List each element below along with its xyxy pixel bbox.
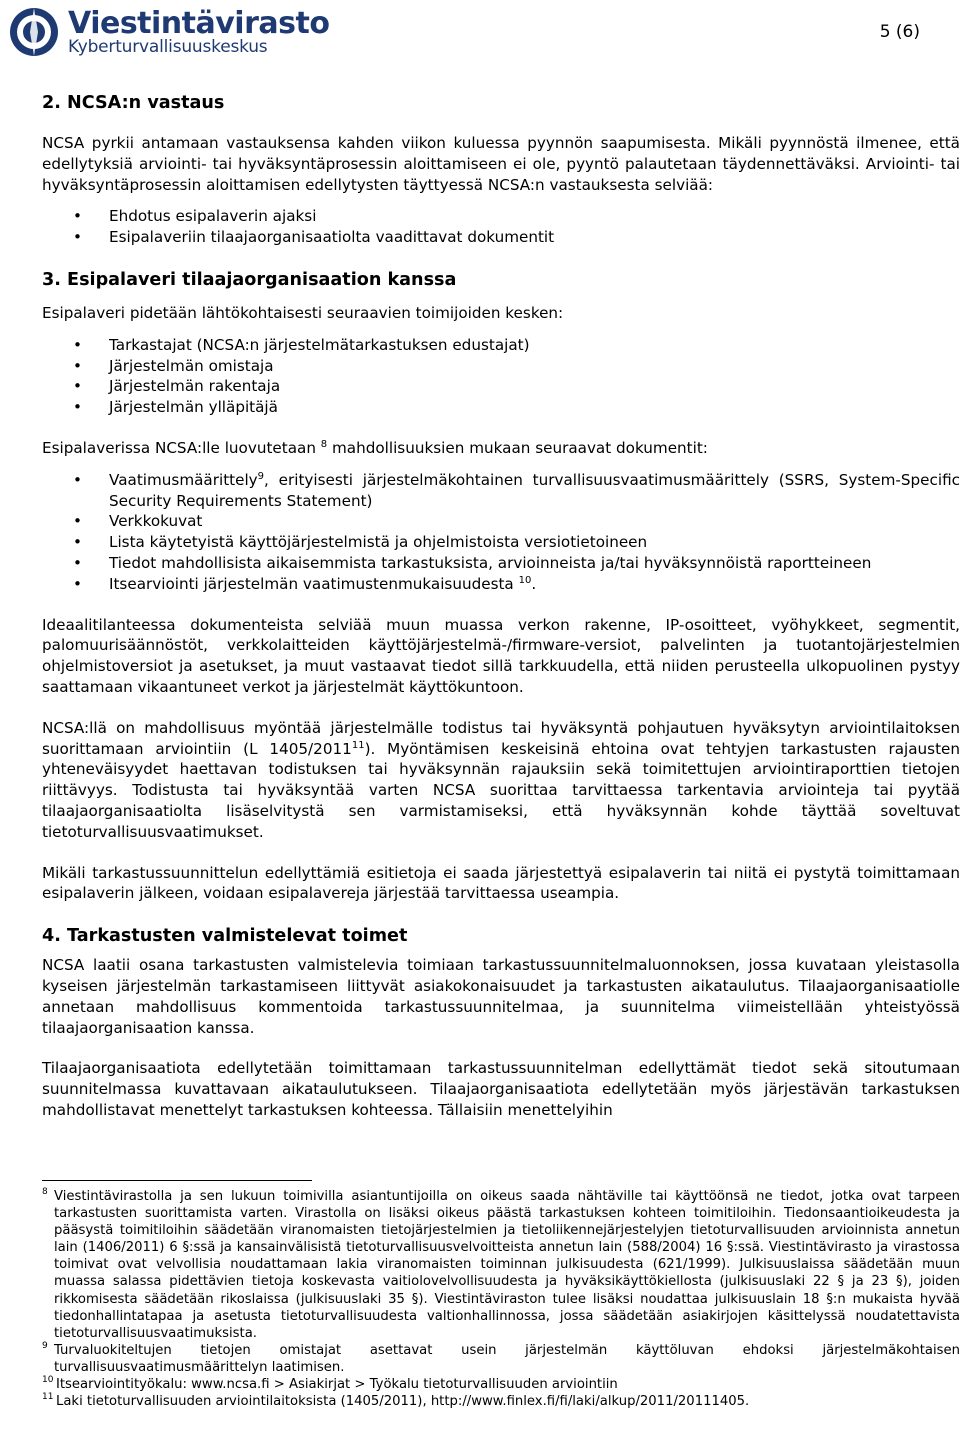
footnote-ref-8: 8	[320, 438, 328, 450]
agency-logo	[8, 6, 330, 57]
footnotes	[42, 1188, 960, 1410]
list-item: • Ehdotus esipalaverin ajaksi	[42, 206, 960, 227]
footnote-8: 8 Viestintävirastolla ja sen lukuun toimivilla asiantuntijoilla on oikeus saada nähtäville tai käyttöönsä ne tiedot, jotka ovat tarpeen tarkastusten suorittamista varten. Virastolla on lisäksi oikeus päästä tarkastuksen kohteen toimitiloihin. Tiedonsaantioikeudesta ja pääsystä toimitiloihin säädetään viranomaisten tietojärjestelmien ja tietoliikennejärjestelyjen tietoturvallisuuden arvioinnista annetun lain (1406/2011) 6 §:ssä ja kansainvälisistä tietoturvallisuusvelvoitteista annetun lain (588/2004) 16 §:ssä. Viestintävirasto ja virastossa toimivat ovat velvollisia noudattamaan lakia viranomaisten toiminnan julkisuudesta (621/1999). Julkisuuslaissa säädetään muun muassa salassa pidettävien tietoja koskevasta vaitiolovelvollisuudesta ja hyväksikäyttökiellosta (julkisuuslaki 22 § ja 23 §), joiden rikkomisesta säädetään rikoslaissa (julkisuuslaki 35 §). Viestintäviraston tulee lisäksi noudattaa julkisuuslain 18 §:n mukaista hyvää tiedonhallintatapaa ja asetusta tietoturvallisuudesta valtionhallinnossa, jossa säädetään asiakirjojen käsittelyssä noudatettavista tietoturvallisuusvaatimuksista.	[42, 1187, 960, 1341]
list-item: • Itsearviointi järjestelmän vaatimustenmukaisuudesta $^{10}$.	[42, 574, 960, 595]
section-4-paragraph-2: Tilaajaorganisaatiota edellytetään toimittamaan tarkastussuunnitelman edellyttämät tiedot sekä sitoutumaan suunnitelmassa kuvattavaan aikataulutukseen. Tilaajaorganisaatiota edellytetään myös järjestävän tarkastuksen mahdollistavat menettelyt tarkastuksen kohteessa. Tällaisiin menettelyihin	[42, 1059, 960, 1119]
agency-emblem-icon	[8, 6, 60, 58]
footnote-ref-10: 10	[518, 574, 532, 586]
section-3-paragraph-1: Esipalaveri pidetään lähtökohtaisesti seuraavien toimijoiden kesken:	[42, 303, 564, 322]
section-3-paragraph-3: Ideaalitilanteessa dokumenteista selviää muun muassa verkon rakenne, IP-osoitteet, vyöhykkeet, segmentit, palomuurisäännöstöt, verkkolaitteiden käyttöjärjestelmä-/firmware-versiot, palvelinten ja tuotantojärjestelmien ohjelmistoversiot ja asetukset, ja muut vastaavat tiedot sillä tarkkuudella, että niiden perusteella ulkopuolinen pystyy saattamaan vikaantuneet verkot ja järjestelmät käyttökuntoon.	[42, 615, 960, 696]
list-item: • Järjestelmän rakentaja	[42, 376, 960, 397]
documents-list	[42, 470, 960, 595]
footnote-9: 9 Turvaluokiteltujen tietojen omistajat asettavat usein järjestelmän käyttöluvan ehdoksi järjestelmäkohtaisen turvallisuusvaatimusmäärittelyn laatimisen.	[42, 1340, 960, 1375]
page-number: 5 (6)	[879, 22, 920, 42]
section-2-paragraph: NCSA pyrkii antamaan vastauksensa kahden viikon kuluessa pyynnön saapumisesta. Mikäli pyynnöstä ilmenee, että edellytyksiä arviointi- tai hyväksyntäprosessin aloittamiseen ei ole, pyyntö palautetaan täydennettäväksi. Arviointi- tai hyväksyntäprosessin aloittamisen edellytysten täyttyessä NCSA:n vastauksesta selviää:	[42, 134, 960, 194]
section-4-paragraph-1: NCSA laatii osana tarkastusten valmistelevia toimiaan tarkastussuunnitelmaluonnoksen, jossa kuvataan yleistasolla kyseisen järjestelmän tarkastamiseen liittyvät asiakokonaisuudet ja tarkastusten aikataulutus. Tilaajaorganisaatiolle annetaan mahdollisuus kommentoida tarkastussuunnitelmaa, ja suunnitelma viimeistellään yhteistyössä tilaajaorganisaation kanssa.	[42, 956, 960, 1037]
list-item: • Esipalaveriin tilaajaorganisaatiolta vaadittavat dokumentit	[42, 227, 960, 248]
list-item: • Järjestelmän ylläpitäjä	[42, 397, 960, 418]
list-item: • Vaatimusmäärittely$^9$, erityisesti järjestelmäkohtainen turvallisuusvaatimusmäärittely (SSRS, System-Specific Security Requirements Statement)	[42, 470, 960, 512]
footnote-separator	[42, 1180, 312, 1181]
footnote-10: 10 Itsearviointityökalu: www.ncsa.fi > Asiakirjat > Työkalu tietoturvallisuuden arviointiin	[42, 1375, 618, 1393]
logo-subtitle: Kyberturvallisuuskeskus	[68, 37, 268, 57]
footnote-ref-9: 9	[257, 470, 265, 482]
list-item: • Tiedot mahdollisista aikaisemmista tarkastuksista, arvioinneista ja/tai hyväksynnöistä raportteineen	[42, 553, 960, 574]
participants-list	[42, 335, 960, 418]
list-item: • Lista käytetyistä käyttöjärjestelmistä ja ohjelmistoista versiotietoineen	[42, 532, 960, 553]
list-item: • Tarkastajat (NCSA:n järjestelmätarkastuksen edustajat)	[42, 335, 960, 356]
list-item: • Verkkokuvat	[42, 511, 960, 532]
section-3-paragraph-5: Mikäli tarkastussuunnittelun edellyttämiä esitietoja ei saada järjestettyä esipalaverin tai niitä ei pystytä toimittamaan esipalaverin jälkeen, voidaan esipalavereja järjestää tarvittaessa useampia.	[42, 863, 960, 903]
footnote-ref-11: 11	[351, 739, 365, 751]
section-2-list	[42, 206, 960, 248]
logo-title: Viestintävirasto	[68, 6, 330, 41]
section-3-heading: 3. Esipalaveri tilaajaorganisaation kanssa	[42, 269, 457, 290]
section-3-paragraph-4: NCSA:llä on mahdollisuus myöntää järjestelmälle todistus tai hyväksyntä pohjautuen hyväksytyn arviointilaitoksen suorittamaan arviointiin (L 1405/2011$^{11}$). Myöntämisen keskeisinä ehtoina ovat tehtyjen tarkastusten rajausten yhteneväisyydet haettavan todistuksen tai hyväksynnän rajauksiin sekä toimitettujen arviointiraporttien tietojen riittävyys. Todistusta tai hyväksyntää varten NCSA suorittaa tarvittaessa tarkentavia arviointeja tai pyytää tilaajaorganisaatiolta lisäselvitystä sen varmistamiseksi, että hyväksynnän kohde täyttää soveltuvat tietoturvallisuusvaatimukset.	[42, 718, 960, 841]
section-2-heading: 2. NCSA:n vastaus	[42, 93, 225, 113]
document-body	[42, 92, 960, 1121]
list-item: • Järjestelmän omistaja	[42, 356, 960, 377]
section-4-heading: 4. Tarkastusten valmistelevat toimet	[42, 926, 408, 947]
footnote-11: 11 Laki tietoturvallisuuden arviointilaitoksista (1405/2011), http://www.finlex.fi/fi/laki/alkup/2011/20111405.	[42, 1392, 750, 1410]
section-3-paragraph-2: Esipalaverissa NCSA:lle luovutetaan $^8$ mahdollisuuksien mukaan seuraavat dokumentit:	[42, 438, 708, 457]
